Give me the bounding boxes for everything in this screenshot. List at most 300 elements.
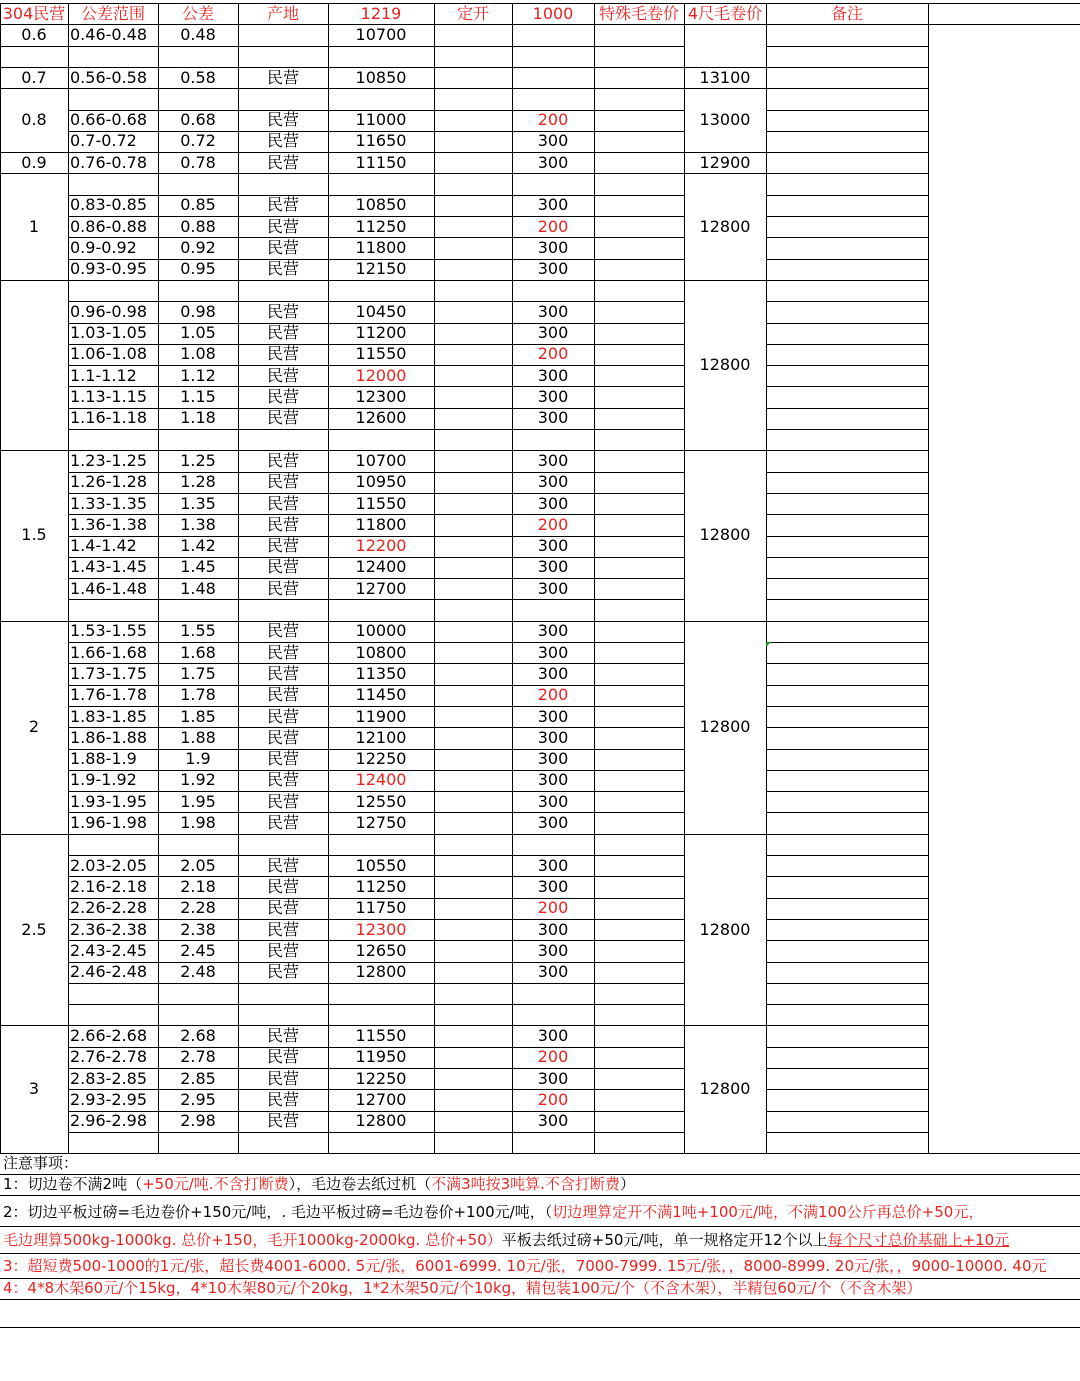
price-1219-cell: 11550 — [355, 493, 407, 513]
header-8: 4尺毛卷价 — [687, 3, 763, 23]
price-1000-cell: 300 — [537, 1111, 569, 1131]
row-line — [594, 834, 685, 835]
row-line — [594, 386, 685, 387]
tolerance-cell: 1.68 — [180, 642, 216, 662]
row-line — [594, 621, 685, 622]
note-n3 — [3, 1259, 1047, 1274]
origin-cell — [238, 24, 328, 45]
price-4ft-cell: 12800 — [699, 1079, 751, 1099]
tolerance-range-cell: 0.46-0.48 — [70, 24, 148, 44]
tolerance-cell: 2.85 — [180, 1068, 216, 1088]
row-line — [594, 259, 685, 260]
row-line — [766, 195, 929, 196]
tolerance-cell: 0.48 — [180, 24, 216, 44]
row-line — [594, 1111, 685, 1112]
price-1219-cell: 10850 — [355, 195, 407, 215]
price-1219-cell: 11200 — [355, 323, 407, 343]
row-line — [238, 983, 329, 984]
price-1000-cell: 300 — [537, 536, 569, 556]
price-1219-cell: 11550 — [355, 1026, 407, 1046]
tolerance-cell: 2.68 — [180, 1026, 216, 1046]
tolerance-cell: 0.95 — [180, 259, 216, 279]
row-line — [594, 131, 685, 132]
tolerance-cell: 1.38 — [180, 514, 216, 534]
row-line — [434, 663, 513, 664]
row-line — [434, 280, 513, 281]
origin-cell: 民营 — [266, 131, 299, 151]
tolerance-range-cell: 1.1-1.12 — [70, 365, 137, 385]
row-line — [594, 749, 685, 750]
row-line — [594, 173, 685, 174]
row-line — [68, 1132, 159, 1133]
thickness-cell — [0, 280, 68, 450]
row-line — [766, 472, 929, 473]
tolerance-cell: 1.88 — [180, 727, 216, 747]
tolerance-range-cell: 2.83-2.85 — [70, 1068, 148, 1088]
price-4ft-cell: 12800 — [699, 717, 751, 737]
row-line — [158, 429, 239, 430]
row-line — [594, 855, 685, 856]
row-line — [68, 429, 159, 430]
row-line — [594, 536, 685, 537]
price-1000-cell: 300 — [537, 387, 569, 407]
row-line — [434, 152, 513, 153]
cell-marker-icon — [766, 642, 771, 647]
row-line — [594, 1025, 685, 1026]
row-line — [434, 642, 513, 643]
header-4: 1219 — [360, 3, 402, 23]
row-line — [594, 88, 685, 89]
row-line — [434, 791, 513, 792]
header-7: 特殊毛卷价 — [598, 3, 679, 23]
note-n2a — [3, 1205, 983, 1220]
row-line — [68, 983, 159, 984]
price-1219-cell: 12550 — [355, 791, 407, 811]
row-line — [766, 770, 929, 771]
tolerance-cell: 1.18 — [180, 408, 216, 428]
origin-cell: 民营 — [266, 237, 299, 257]
header-6: 1000 — [532, 3, 574, 23]
row-line — [512, 1132, 595, 1133]
row-line — [434, 450, 513, 451]
tolerance-range-cell: 2.96-2.98 — [70, 1111, 148, 1131]
tolerance-cell: 1.15 — [180, 387, 216, 407]
row-line — [328, 834, 435, 835]
header-5: 定开 — [456, 3, 489, 23]
row-line — [434, 557, 513, 558]
note-line — [0, 1327, 1080, 1328]
price-1219-cell: 11450 — [355, 685, 407, 705]
tolerance-range-cell: 1.88-1.9 — [70, 749, 137, 769]
thickness-cell: 2.5 — [21, 919, 47, 939]
row-line — [766, 67, 929, 68]
row-line — [594, 216, 685, 217]
price-1219-cell: 11350 — [355, 663, 407, 683]
price-1000-cell: 200 — [537, 1089, 569, 1109]
tolerance-range-cell: 1.66-1.68 — [70, 642, 148, 662]
note-segment: +50元/吨.不含打断费 — [142, 1175, 289, 1194]
price-1000-cell: 300 — [537, 813, 569, 833]
price-1219-cell: 12700 — [355, 1089, 407, 1109]
origin-cell: 民营 — [266, 536, 299, 556]
price-1000-cell: 300 — [537, 1068, 569, 1088]
note-segment: 每个尺寸总价基础上+10元 — [827, 1231, 1010, 1250]
row-line — [766, 1004, 929, 1005]
origin-cell: 民营 — [266, 898, 299, 918]
row-line — [594, 727, 685, 728]
tolerance-cell: 2.18 — [180, 876, 216, 896]
row-line — [434, 88, 513, 89]
origin-cell: 民营 — [266, 685, 299, 705]
note-n4 — [3, 1281, 921, 1296]
origin-cell: 民营 — [266, 663, 299, 683]
price-1000-cell: 300 — [537, 727, 569, 747]
row-line — [434, 173, 513, 174]
origin-cell: 民营 — [266, 791, 299, 811]
row-line — [594, 557, 685, 558]
row-line — [158, 834, 239, 835]
origin-cell: 民营 — [266, 344, 299, 364]
origin-cell: 民营 — [266, 365, 299, 385]
price-1219-cell: 12250 — [355, 1068, 407, 1088]
row-line — [434, 344, 513, 345]
row-line — [434, 621, 513, 622]
tolerance-cell: 2.38 — [180, 919, 216, 939]
row-line — [766, 514, 929, 515]
price-1000-cell: 200 — [537, 110, 569, 130]
row-line — [594, 983, 685, 984]
price-1000-cell: 300 — [537, 749, 569, 769]
origin-cell: 民营 — [266, 727, 299, 747]
row-line — [434, 408, 513, 409]
tolerance-range-cell: 1.83-1.85 — [70, 706, 148, 726]
thickness-cell: 1.5 — [21, 525, 47, 545]
origin-cell: 民营 — [266, 472, 299, 492]
note-segment: 不满3吨按3吨算.不含打断费 — [431, 1175, 620, 1194]
row-line — [434, 770, 513, 771]
row-line — [594, 1004, 685, 1005]
header-1: 公差范围 — [80, 3, 145, 23]
row-line — [766, 940, 929, 941]
tolerance-cell: 1.85 — [180, 706, 216, 726]
tolerance-range-cell: 1.03-1.05 — [70, 323, 148, 343]
price-1000-cell: 200 — [537, 1047, 569, 1067]
tolerance-range-cell: 1.53-1.55 — [70, 621, 148, 641]
row-line — [928, 24, 1080, 25]
row-line — [594, 67, 685, 68]
origin-cell: 民营 — [266, 1089, 299, 1109]
row-line — [766, 663, 929, 664]
tolerance-cell: 1.98 — [180, 813, 216, 833]
row-line — [434, 1089, 513, 1090]
row-line — [434, 855, 513, 856]
row-line — [68, 280, 159, 281]
tolerance-range-cell: 0.7-0.72 — [70, 131, 137, 151]
row-line — [766, 536, 929, 537]
row-line — [238, 1132, 329, 1133]
origin-cell: 民营 — [266, 259, 299, 279]
price-1000-cell: 300 — [537, 131, 569, 151]
row-line — [766, 493, 929, 494]
row-line — [434, 195, 513, 196]
row-line — [594, 450, 685, 451]
row-line — [328, 429, 435, 430]
row-line — [766, 131, 929, 132]
thickness-cell: 2 — [28, 717, 40, 737]
column-line — [766, 3, 767, 1154]
column-line — [594, 3, 595, 1154]
row-line — [594, 344, 685, 345]
row-line — [766, 152, 929, 153]
price-4ft-cell: 12800 — [699, 216, 751, 236]
price-1219-cell: 10800 — [355, 642, 407, 662]
origin-cell: 民营 — [266, 962, 299, 982]
price-1219-cell: 11250 — [355, 216, 407, 236]
price-1000-cell: 300 — [537, 791, 569, 811]
price-1000-cell: 300 — [537, 706, 569, 726]
row-line — [434, 1132, 513, 1133]
note-line — [0, 1226, 1080, 1227]
origin-cell: 民营 — [266, 1111, 299, 1131]
row-line — [766, 1132, 929, 1133]
row-line — [766, 173, 929, 174]
row-line — [434, 706, 513, 707]
note-line — [0, 1195, 1080, 1196]
row-line — [766, 88, 929, 89]
row-line — [766, 578, 929, 579]
origin-cell: 民营 — [266, 67, 299, 87]
origin-cell: 民营 — [266, 1068, 299, 1088]
tolerance-cell: 1.78 — [180, 685, 216, 705]
price-1219-cell: 11650 — [355, 131, 407, 151]
tolerance-cell: 1.42 — [180, 536, 216, 556]
thickness-cell: 3 — [28, 1079, 40, 1099]
tolerance-cell: 1.48 — [180, 578, 216, 598]
price-1219-cell: 12800 — [355, 962, 407, 982]
row-line — [766, 599, 929, 600]
thickness-cell: 0.9 — [21, 152, 47, 172]
row-line — [434, 834, 513, 835]
price-1000-cell: 300 — [537, 621, 569, 641]
row-line — [594, 940, 685, 941]
tolerance-range-cell: 2.46-2.48 — [70, 962, 148, 982]
price-1219-cell: 12400 — [355, 770, 407, 790]
row-line — [434, 259, 513, 260]
row-line — [594, 706, 685, 707]
price-1000-cell: 300 — [537, 940, 569, 960]
row-line — [0, 46, 69, 47]
row-line — [434, 131, 513, 132]
price-1000-cell: 300 — [537, 365, 569, 385]
row-line — [766, 259, 929, 260]
header-0: 304民营 — [2, 3, 66, 23]
tolerance-range-cell: 0.83-0.85 — [70, 195, 148, 215]
tolerance-range-cell: 2.93-2.95 — [70, 1089, 148, 1109]
tolerance-range-cell: 1.43-1.45 — [70, 557, 148, 577]
tolerance-range-cell: 1.36-1.38 — [70, 514, 148, 534]
row-line — [512, 834, 595, 835]
price-1000-cell: 300 — [537, 919, 569, 939]
header-3: 产地 — [266, 3, 299, 23]
tolerance-range-cell: 1.23-1.25 — [70, 450, 148, 470]
tolerance-cell: 0.85 — [180, 195, 216, 215]
row-line — [158, 1132, 239, 1133]
tolerance-cell: 0.78 — [180, 152, 216, 172]
row-line — [158, 1004, 239, 1005]
origin-cell: 民营 — [266, 557, 299, 577]
thickness-cell: 0.6 — [21, 24, 47, 44]
row-line — [766, 812, 929, 813]
row-line — [766, 919, 929, 920]
row-line — [434, 685, 513, 686]
row-line — [434, 216, 513, 217]
price-1000-cell: 300 — [537, 770, 569, 790]
price-1219-cell: 12150 — [355, 259, 407, 279]
row-line — [594, 599, 685, 600]
price-1219-cell: 12100 — [355, 727, 407, 747]
price-1000-cell: 300 — [537, 237, 569, 257]
tolerance-range-cell: 2.66-2.68 — [70, 1026, 148, 1046]
row-line — [766, 855, 929, 856]
origin-cell: 民营 — [266, 408, 299, 428]
row-line — [594, 663, 685, 664]
origin-cell: 民营 — [266, 706, 299, 726]
note-n1 — [3, 1177, 635, 1192]
note-segment: 毛边理算500kg-1000kg. 总价+150，毛开1000kg-2000kg. 总价+50） — [3, 1231, 502, 1250]
row-line — [434, 429, 513, 430]
row-line — [766, 323, 929, 324]
row-line — [434, 67, 513, 68]
row-line — [766, 46, 929, 47]
row-line — [766, 876, 929, 877]
tolerance-range-cell: 1.86-1.88 — [70, 727, 148, 747]
tolerance-cell: 0.92 — [180, 237, 216, 257]
origin-cell: 民营 — [266, 749, 299, 769]
price-1219-cell: 12700 — [355, 578, 407, 598]
price-1219-cell: 12600 — [355, 408, 407, 428]
row-line — [766, 962, 929, 963]
row-line — [434, 876, 513, 877]
price-1219-cell: 11900 — [355, 706, 407, 726]
price-1000-cell — [512, 67, 594, 88]
price-1000-cell: 300 — [537, 152, 569, 172]
tolerance-cell: 0.58 — [180, 67, 216, 87]
row-line — [594, 685, 685, 686]
price-1000-cell: 200 — [537, 216, 569, 236]
tolerance-cell: 2.45 — [180, 940, 216, 960]
origin-cell: 民营 — [266, 813, 299, 833]
thickness-cell: 1 — [28, 216, 40, 236]
note-segment: 4：4*8木架60元/个15kg，4*10木架80元/个20kg，1*2木架50元/个10kg，精包装100元/个（不含木架），半精包60元/个（不含木架） — [3, 1279, 922, 1298]
row-line — [594, 578, 685, 579]
price-1000-cell: 200 — [537, 514, 569, 534]
price-1219-cell: 11800 — [355, 237, 407, 257]
row-line — [594, 1132, 685, 1133]
row-line — [434, 962, 513, 963]
tolerance-range-cell: 1.96-1.98 — [70, 813, 148, 833]
header-9: 备注 — [830, 3, 863, 23]
row-line — [328, 1004, 435, 1005]
tolerance-range-cell: 1.26-1.28 — [70, 472, 148, 492]
row-line — [594, 514, 685, 515]
tolerance-range-cell: 0.76-0.78 — [70, 152, 148, 172]
price-1000-cell: 300 — [537, 855, 569, 875]
note-line — [0, 1299, 1080, 1300]
origin-cell: 民营 — [266, 216, 299, 236]
price-1000-cell: 300 — [537, 472, 569, 492]
row-line — [766, 791, 929, 792]
row-line — [766, 408, 929, 409]
tolerance-range-cell: 0.86-0.88 — [70, 216, 148, 236]
price-4ft-cell: 12800 — [699, 919, 751, 939]
row-line — [434, 46, 513, 47]
price-1219-cell: 12300 — [355, 387, 407, 407]
row-line — [766, 1047, 929, 1048]
origin-cell: 民营 — [266, 110, 299, 130]
row-line — [512, 1004, 595, 1005]
row-line — [238, 1004, 329, 1005]
row-line — [328, 46, 435, 47]
row-line — [766, 1089, 929, 1090]
row-line — [594, 237, 685, 238]
origin-cell: 民营 — [266, 940, 299, 960]
origin-cell: 民营 — [266, 1026, 299, 1046]
origin-cell: 民营 — [266, 514, 299, 534]
price-4ft-cell — [684, 24, 766, 67]
price-1219-cell: 10550 — [355, 855, 407, 875]
tolerance-range-cell: 0.96-0.98 — [70, 301, 148, 321]
row-line — [766, 429, 929, 430]
row-line — [766, 685, 929, 686]
tolerance-cell: 1.92 — [180, 770, 216, 790]
tolerance-cell: 2.48 — [180, 962, 216, 982]
row-line — [766, 450, 929, 451]
price-1219-cell: 12400 — [355, 557, 407, 577]
row-line — [594, 791, 685, 792]
price-4ft-cell: 12800 — [699, 355, 751, 375]
row-line — [238, 834, 329, 835]
tolerance-range-cell: 2.43-2.45 — [70, 940, 148, 960]
row-line — [766, 386, 929, 387]
tolerance-range-cell: 1.76-1.78 — [70, 685, 148, 705]
row-line — [766, 110, 929, 111]
row-line — [766, 706, 929, 707]
row-line — [238, 280, 329, 281]
price-1000-cell: 300 — [537, 1026, 569, 1046]
row-line — [434, 599, 513, 600]
price-1000-cell — [512, 24, 594, 45]
price-4ft-cell: 13000 — [699, 110, 751, 130]
row-line — [434, 1047, 513, 1048]
price-1219-cell: 11150 — [355, 152, 407, 172]
column-line — [434, 3, 435, 1154]
tolerance-cell: 1.95 — [180, 791, 216, 811]
tolerance-cell: 1.45 — [180, 557, 216, 577]
price-1219-cell: 11250 — [355, 876, 407, 896]
origin-cell: 民营 — [266, 387, 299, 407]
row-line — [594, 898, 685, 899]
price-1219-cell: 12300 — [355, 919, 407, 939]
row-line — [594, 195, 685, 196]
tolerance-cell: 2.98 — [180, 1111, 216, 1131]
header-2: 公差 — [181, 3, 214, 23]
row-line — [766, 1111, 929, 1112]
row-line — [594, 472, 685, 473]
row-line — [766, 216, 929, 217]
price-1000-cell: 300 — [537, 301, 569, 321]
row-line — [434, 983, 513, 984]
row-line — [434, 1068, 513, 1069]
